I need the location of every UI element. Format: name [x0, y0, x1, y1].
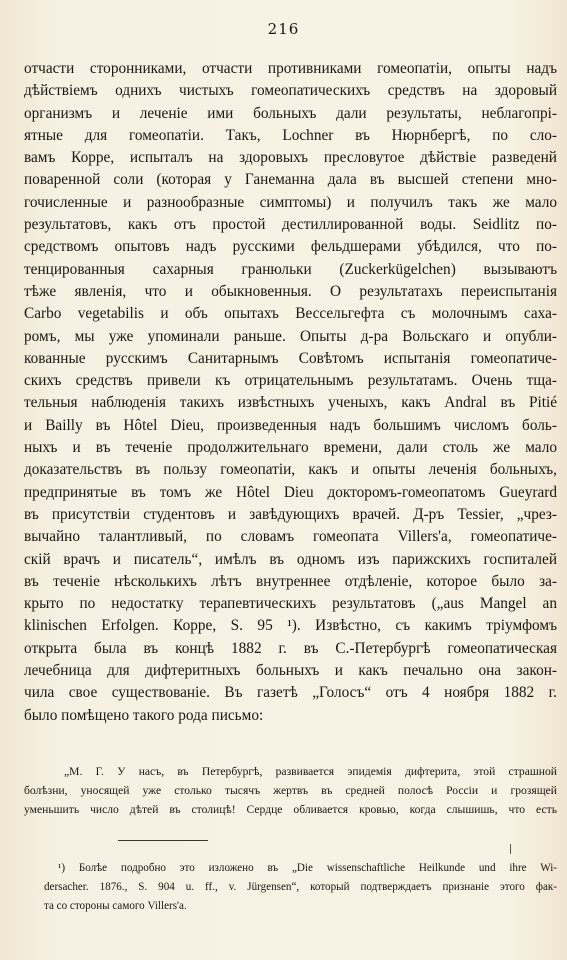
quoted-letter: [24, 762, 557, 819]
text-line: и Bailly въ Hôtel Dieu, произведенныя надъ большимъ числомъ боль-: [24, 416, 557, 434]
footnote-line: та со стороны самого Villers'а.: [44, 900, 187, 913]
text-line: ятные для гомеопатіи. Такъ, Lochner въ Нюрнбергѣ, по сло-: [24, 126, 557, 144]
quote-line: „М. Г. У насъ, въ Петербургѣ, развивается эпидемія дифтерита, этой страшной: [64, 765, 557, 778]
text-line: ныхъ и въ теченіе продолжительнаго времени, дали столь же мало: [24, 439, 557, 457]
text-line: тенцированныя сахарныя гранюльки (Zuckerkügelchen) вызываютъ: [24, 260, 557, 278]
text-line: вамъ Корре, испыталъ на здоровыхъ пресловутое дѣйствіе разведенй: [24, 149, 557, 167]
text-line: Carbo vegetabilis и объ опытахъ Вессельгефта съ молочнымъ саха-: [24, 305, 557, 323]
footnote: [44, 859, 557, 917]
text-line: гочисленные и разнообразные симптомы) и получилъ такъ же мало: [24, 193, 557, 211]
text-line: вычайно талантливый, по словамъ гомеопата Villers'а, гомеопатиче-: [24, 528, 557, 546]
main-text: [24, 58, 557, 727]
footnote-line: ¹) Болѣе подробно это изложено въ „Die wissenschaftliche Heilkunde und ihre Wi-: [58, 862, 557, 874]
text-line: отчасти сторонниками, отчасти противниками гомеопатіи, опыты надъ: [24, 60, 557, 77]
text-line: чила свое существованіе. Въ газетѣ „Голосъ“ отъ 4 ноября 1882 г.: [24, 684, 557, 702]
text-line: было помѣщено такого рода письмо:: [24, 706, 264, 724]
text-line: организмъ и леченіе ими больныхъ дали результаты, неблагопрі-: [24, 104, 557, 122]
quote-line: болѣзни, уносящей уже столько тысячъ жертвъ въ средней полосѣ Россіи и грозящей: [24, 784, 557, 797]
print-mark: [510, 844, 511, 854]
text-line: въ теченіе нѣсколькихъ лѣтъ внутреннее отдѣленіе, которое было за-: [24, 572, 557, 590]
text-line: открыта была въ концѣ 1882 г. въ С.-Петербургѣ гомеопатическая: [24, 639, 557, 657]
text-line: скій врачъ и писатель“, имѣлъ въ одномъ изъ парижскихъ госпиталей: [24, 550, 557, 568]
text-line: поваренной соли (которая у Ганеманна дала въ высшей степени мно-: [24, 171, 557, 189]
text-line: кованные русскимъ Санитарнымъ Совѣтомъ испытанія гомеопатиче-: [24, 349, 557, 367]
text-line: тельныя наблюденія такихъ извѣстныхъ ученыхъ, какъ Andral въ Pitié: [24, 394, 557, 412]
text-line: ромъ, мы уже упоминали раньше. Опыты д-ра Вольскаго и опубли-: [24, 327, 557, 345]
text-line: klinischen Erfolgen. Корре, S. 95 ¹). Извѣстно, съ какимъ тріумфомъ: [24, 617, 557, 635]
text-line: тѣже явленія, что и обыкновенныя. О результатахъ переиспытанія: [24, 282, 557, 300]
text-line: крыто по недостатку терапевтическихъ результатовъ („aus Mangel an: [24, 595, 557, 613]
quote-line: уменьшить число дѣтей въ столицѣ! Сердце обливается кровью, когда слышишь, что есть: [24, 803, 557, 816]
footnote-line: dersacher. 1876., S. 904 u. ff., v. Jürgensen“, который подтверждаетъ признаніе этого фак-: [44, 881, 557, 894]
footnote-divider: [118, 840, 208, 841]
text-line: въ присутствіи студентовъ и завѣдующихъ врачей. Д-ръ Tessier, „чрез-: [24, 505, 557, 523]
text-line: скихъ средствъ привели къ отрицательнымъ результатамъ. Очень тща-: [24, 372, 557, 390]
text-line: дѣйствіемъ однихъ чистыхъ гомеопатическихъ средствъ на здоровый: [24, 82, 557, 100]
text-line: предпринятые въ томъ же Hôtel Dieu докторомъ-гомеопатомъ Gueyrard: [24, 483, 557, 501]
page-number: 216: [267, 20, 300, 38]
text-line: средствомъ опытовъ надъ русскими фельдшерами убѣдился, что по-: [24, 238, 557, 256]
text-line: результатовъ, какъ отъ простой дестиллированной воды. Seidlitz по-: [24, 216, 557, 234]
text-line: лечебница для дифтеритныхъ больныхъ и какъ печально она закон-: [24, 662, 557, 680]
text-line: доказательствъ въ пользу гомеопатіи, какъ и опыты леченія больныхъ,: [24, 461, 557, 479]
